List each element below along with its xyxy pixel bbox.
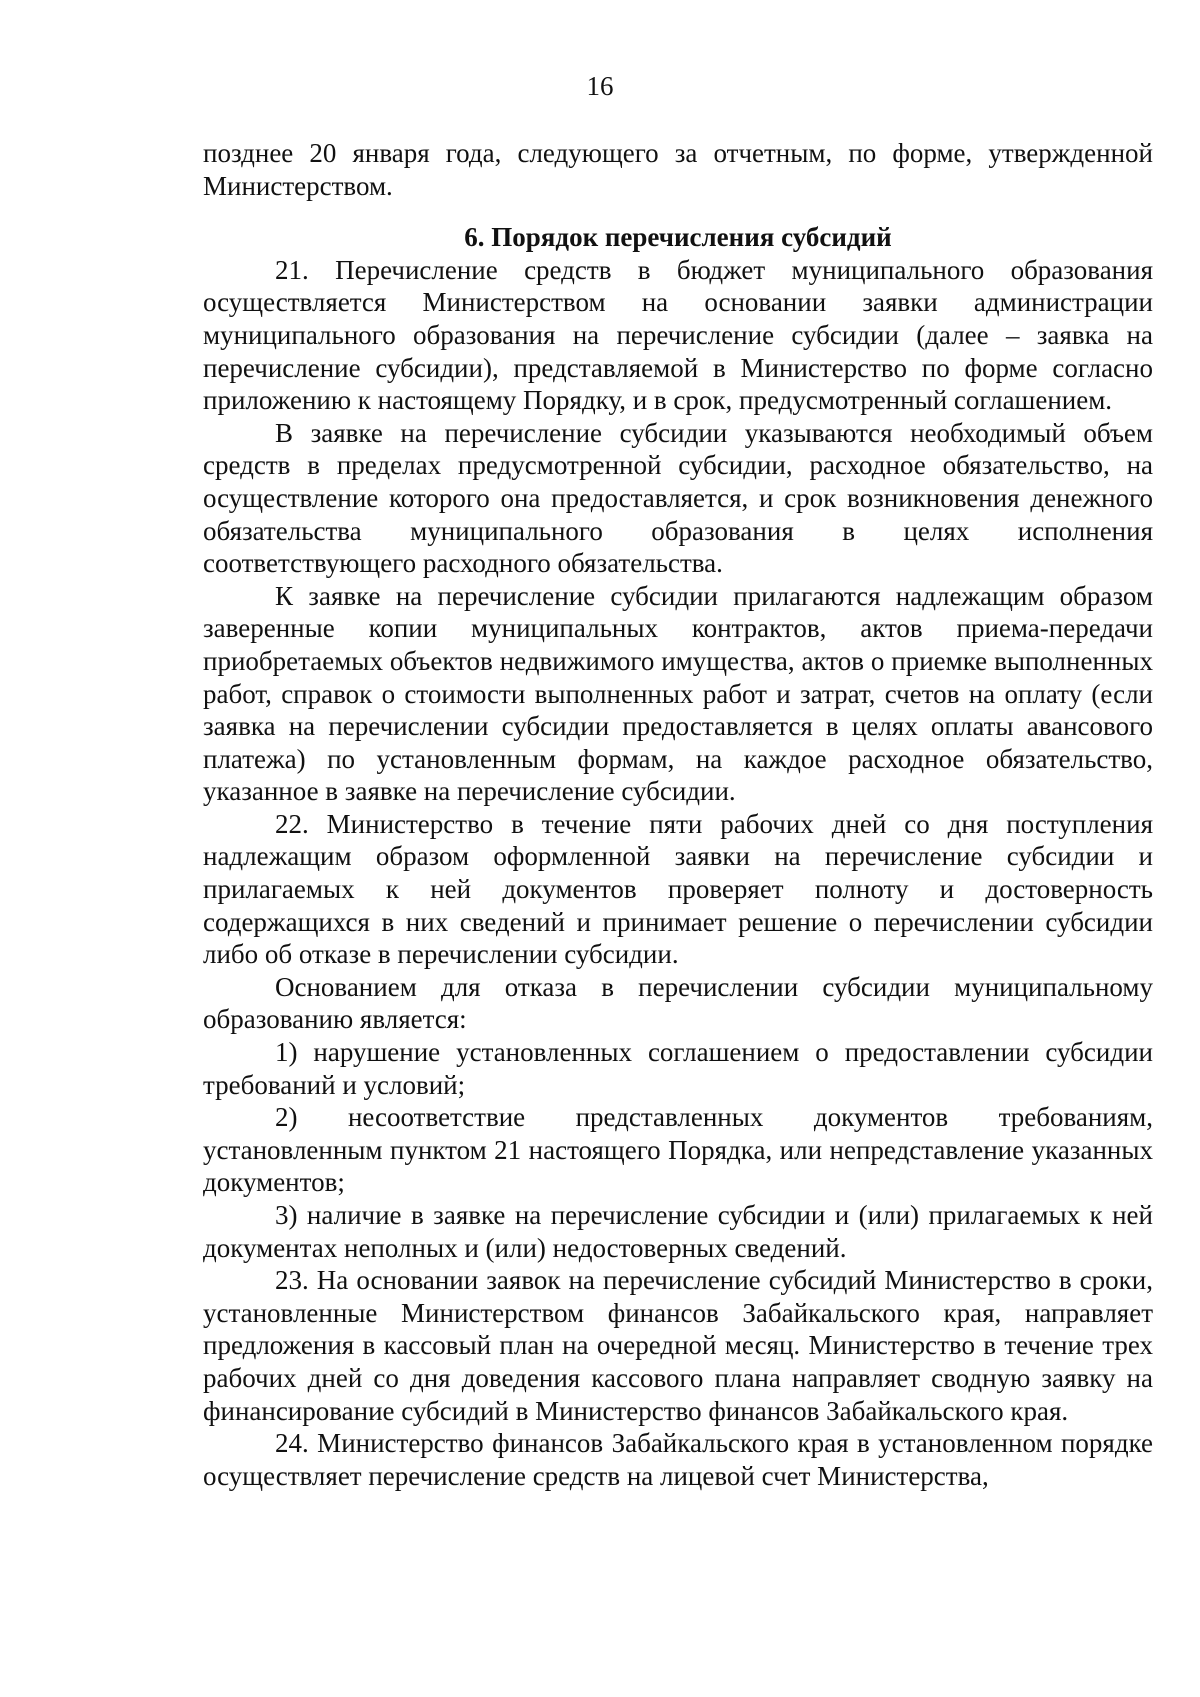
paragraph-item-22: 22. Министерство в течение пяти рабочих дней со дня поступления надлежащим образом оформленной заявки на перечисление субсидии и прилагаемых к ней документов проверяет полноту и достоверность содержащихся в них сведений и принимает решение о перечислении субсидии либо об отказе в перечислении субсидии. xyxy=(203,808,1153,970)
list-item-3: 3) наличие в заявке на перечисление субсидии и (или) прилагаемых к ней документах неполных и (или) недостоверных сведений. xyxy=(203,1200,1153,1263)
paragraph-continuation: позднее 20 января года, следующего за отчетным, по форме, утвержденной Министерством. xyxy=(203,138,1153,201)
page-number: 16 xyxy=(586,71,614,101)
document-body xyxy=(203,137,1153,1492)
list-item-1: 1) нарушение установленных соглашением о предоставлении субсидии требований и условий; xyxy=(203,1037,1153,1100)
paragraph-item-23: 23. На основании заявок на перечисление субсидий Министерство в сроки, установленные Министерством финансов Забайкальского края, направляет предложения в кассовый план на очередной месяц. Министерство в течение трех рабочих дней со дня доведения кассового плана направляет сводную заявку на финансирование субсидий в Министерство финансов Забайкальского края. xyxy=(203,1265,1153,1426)
list-item-2: 2) несоответствие представленных документов требованиям, установленным пунктом 21 настоящего Порядка, или непредставление указанных документов; xyxy=(203,1102,1153,1198)
paragraph-item-24: 24. Министерство финансов Забайкальского края в установленном порядке осуществляет перечисление средств на лицевой счет Министерства, xyxy=(203,1428,1153,1491)
paragraph-application-attachments: К заявке на перечисление субсидии прилагаются надлежащим образом заверенные копии муниципальных контрактов, актов приема-передачи приобретаемых объектов недвижимого имущества, актов о приемке выполненных работ, справок о стоимости выполненных работ и затрат, счетов на оплату (если заявка на перечислении субсидии предоставляется в целях оплаты авансового платежа) по установленным формам, на каждое расходное обязательство, указанное в заявке на перечисление субсидии. xyxy=(203,580,1153,807)
paragraph-refusal-grounds: Основанием для отказа в перечислении субсидии муниципальному образованию является: xyxy=(203,971,1153,1035)
paragraph-item-21: 21. Перечисление средств в бюджет муниципального образования осуществляется Министерством на основании заявки администрации муниципального образования на перечисление субсидии (далее – заявка на перечисление субсидии), представляемой в Министерство по форме согласно приложению к настоящему Порядку, и в срок, предусмотренный соглашением. xyxy=(203,254,1153,416)
section-heading: 6. Порядок перечисления субсидий xyxy=(464,222,892,253)
paragraph-application-content: В заявке на перечисление субсидии указываются необходимый объем средств в пределах предусмотренной субсидии, расходное обязательство, на осуществление которого она предоставляется, и срок возникновения денежного обязательства муниципального образования в целях исполнения соответствующего расходного обязательства. xyxy=(203,417,1153,579)
